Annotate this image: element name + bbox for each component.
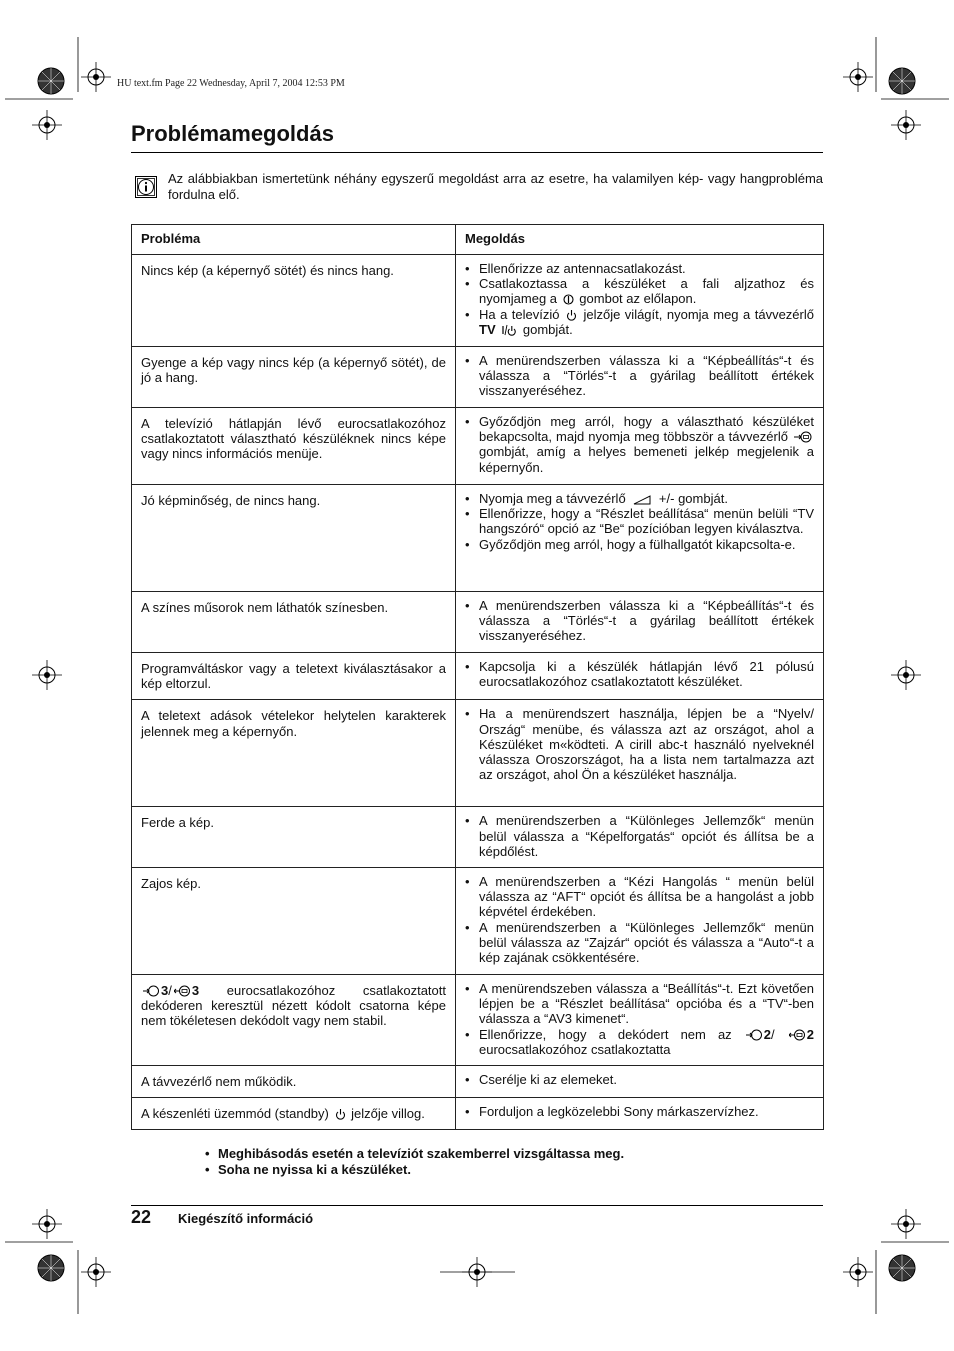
problem-cell: 3/ 3 eurocsatlakozóhoz csatlakoztatott dekóderen keresztül nézett kódolt csatorna képe nem tökéletesen dekódolt vagy nem stabil. <box>132 975 456 1066</box>
solution-item: • Győződjön meg arról, hogy a fülhallgatót kikapcsolta-e. <box>465 537 814 552</box>
solution-item: • A menürendszerben a “Különleges Jellemzők“ menün belül válassza a “Képelforgatás“ opciót és állítsa be a képdőlést. <box>465 813 814 859</box>
page-number: 22 <box>131 1207 152 1227</box>
file-header: HU text.fm Page 22 Wednesday, April 7, 2004 12:53 PM <box>117 78 345 89</box>
table-row <box>132 1066 824 1098</box>
title-rule <box>131 152 823 153</box>
input-arrow-icon <box>746 1029 762 1041</box>
table-row <box>132 975 824 1066</box>
volume-icon <box>631 494 653 505</box>
solution-cell <box>456 1098 824 1130</box>
solution-cell <box>456 807 824 868</box>
warnings-list <box>205 1146 624 1178</box>
info-icon <box>135 176 157 198</box>
standby-icon <box>566 309 577 321</box>
solution-item: • A menürendszerben válassza ki a “Képbeállítás“-t és válassza a “Törlés“-t a gyárilag beállított értékek visszanyeréséhez. <box>465 353 814 399</box>
solution-cell <box>456 868 824 975</box>
solution-item: • Ellenőrizze, hogy a dekódert nem az 2/ 2 eurocsatlakozóhoz csatlakoztatta <box>465 1027 814 1057</box>
problem-cell: A színes műsorok nem láthatók színesben. <box>132 592 456 653</box>
solution-item: • Nyomja meg a távvezérlő +/- gombját. <box>465 491 814 506</box>
warning-item: • Soha ne nyissa ki a készüléket. <box>205 1162 624 1178</box>
table-row <box>132 592 824 653</box>
solution-item: • A menürendszeben válassza a “Beállítás“-t. Ezt követően lépjen be a “Részlet beállítása“ opcióba és a “TV“-ben válassza a “AV3 kimenet“. <box>465 981 814 1027</box>
warning-item: • Meghibásodás esetén a televíziót szakemberrel vizsgáltassa meg. <box>205 1146 624 1162</box>
problem-cell: A teletext adások vételekor helytelen karakterek jelennek meg a képernyőn. <box>132 700 456 807</box>
header-problem: Probléma <box>132 225 456 255</box>
solution-cell <box>456 700 824 807</box>
solution-cell <box>456 485 824 592</box>
solution-cell <box>456 975 824 1066</box>
solution-cell <box>456 347 824 408</box>
solution-item: • Ha a menürendszert használja, lépjen be a “Nyelv/ Ország“ menübe, és válassza azt az országot, ahol a Készüléket m«ködteti. A cirill abc-t használó nyelveknél válassza Oroszországot, ha a lista nem tartalmazza azt az országot, ahol Ön a készüléket használja. <box>465 706 814 782</box>
problem-cell: Jó képminőség, de nincs hang. <box>132 485 456 592</box>
solution-item: • A menürendszerben a “Különleges Jellemzők“ menün belül válassza az “Zajzár“ opciót és válassza a “Auto“-t a kép zajának csökkentésére. <box>465 920 814 966</box>
table-row <box>132 653 824 700</box>
problem-cell: Ferde a kép. <box>132 807 456 868</box>
page-title: Problémamegoldás <box>131 121 334 146</box>
problem-cell: Programváltáskor vagy a teletext kiválasztásakor a kép eltorzul. <box>132 653 456 700</box>
problem-cell: A készenléti üzemmód (standby) jelzője villog. <box>132 1098 456 1130</box>
section-title: Kiegészítő információ <box>178 1211 314 1226</box>
problem-cell: Gyenge a kép vagy nincs kép (a képernyő sötét), de jó a hang. <box>132 347 456 408</box>
input-arrow-icon <box>143 985 159 997</box>
table-row <box>132 868 824 975</box>
problem-cell: A távvezérlő nem működik. <box>132 1066 456 1098</box>
solution-cell <box>456 1066 824 1098</box>
solution-item: • Győződjön meg arról, hogy a választható készüléket bekapcsolta, majd nyomja meg többször a távvezérlő gombját, amíg a helyes bemeneti jelkép megjelenik a képernyőn. <box>465 414 814 475</box>
table-row <box>132 485 824 592</box>
tv-standby-icon <box>501 324 517 336</box>
solution-cell <box>456 408 824 485</box>
solution-item: • Csatlakoztassa a készüléket a fali aljzathoz és nyomjameg a gombot az előlapon. <box>465 276 814 306</box>
solution-item: • Ellenőrizze, hogy a “Részlet beállítása“ menün belüli “TV hangszóró“ opció az “Be“ pozícióban legyen kiválasztva. <box>465 506 814 536</box>
table-row <box>132 255 824 347</box>
troubleshooting-table <box>131 224 824 1130</box>
solution-cell <box>456 653 824 700</box>
output-arrow-icon <box>789 1029 805 1041</box>
footer-rule <box>131 1205 823 1206</box>
solution-item: • Kapcsolja ki a készülék hátlapján lévő 21 pólusú eurocsatlakozóhoz csatlakoztatott készüléket. <box>465 659 814 689</box>
problem-cell: Zajos kép. <box>132 868 456 975</box>
table-header-row <box>132 225 824 255</box>
solution-item: • Cserélje ki az elemeket. <box>465 1072 814 1087</box>
problem-cell: Nincs kép (a képernyő sötét) és nincs hang. <box>132 255 456 347</box>
table-row <box>132 408 824 485</box>
problem-cell: A televízió hátlapján lévő eurocsatlakozóhoz csatlakoztatott választható készüléknek nincs képe vagy nincs információs menüje. <box>132 408 456 485</box>
table-row <box>132 700 824 807</box>
solution-cell <box>456 592 824 653</box>
table-row <box>132 807 824 868</box>
table-row <box>132 1098 824 1130</box>
solution-item: • A menürendszerben a “Kézi Hangolás “ menün belül válassza az “AFT“ opciót és állítsa be a hangolást a jobb képvétel érdekében. <box>465 874 814 920</box>
solution-item: • Ha a televízió jelzője világít, nyomja meg a távvezérlő TV gombját. <box>465 307 814 337</box>
solution-item: • Forduljon a legközelebbi Sony márkaszervízhez. <box>465 1104 814 1119</box>
solution-item: • A menürendszerben válassza ki a “Képbeállítás“-t és válassza a “Törlés“-t a gyárilag beállított értékek visszanyeréséhez. <box>465 598 814 644</box>
intro-text: Az alábbiakban ismertetünk néhány egyszerű megoldást arra az esetre, ha valamilyen kép- vagy hangprobléma fordulna elő. <box>168 171 823 202</box>
solution-cell <box>456 255 824 347</box>
standby-icon <box>335 1108 346 1120</box>
output-arrow-icon <box>174 985 190 997</box>
power-icon <box>563 294 574 305</box>
solution-item: • Ellenőrizze az antennacsatlakozást. <box>465 261 814 276</box>
input-select-icon <box>794 431 812 443</box>
table-row <box>132 347 824 408</box>
header-solution: Megoldás <box>456 225 824 255</box>
